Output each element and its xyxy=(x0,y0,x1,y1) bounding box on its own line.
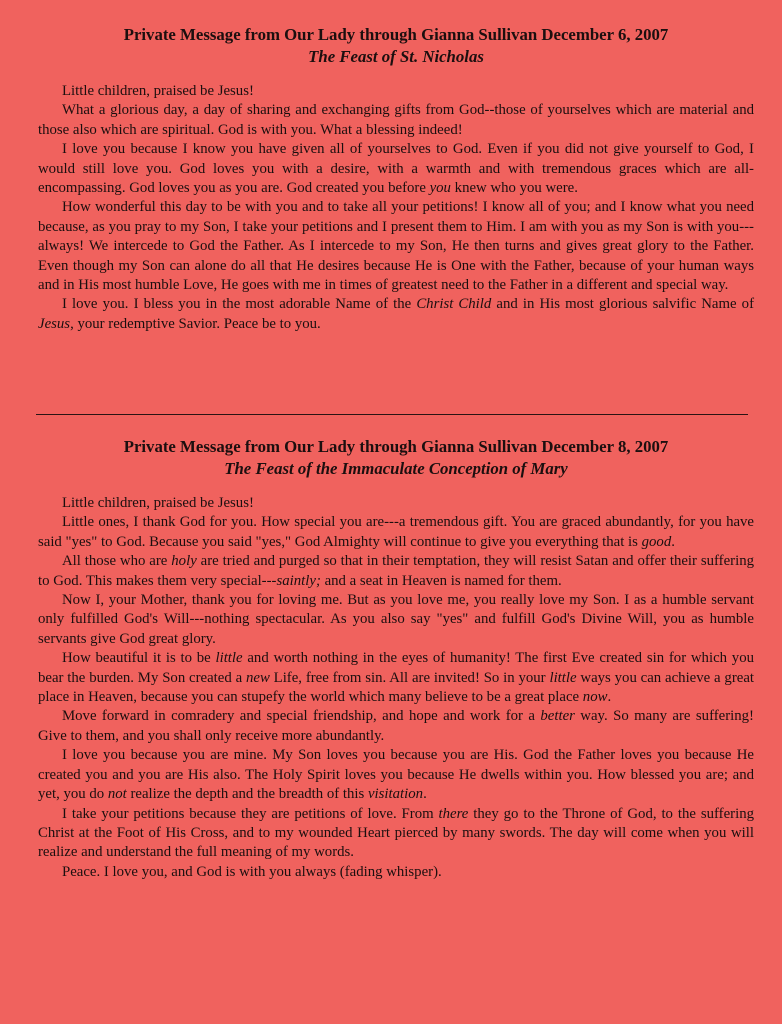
paragraph: Now I, your Mother, thank you for loving me. But as you love me, you really love my Son. I as a humble servant only fulfilled God's Will---nothing spectacular. As you also say "yes" and fulfill God's Divine Will, you as humble servants give God great glory. xyxy=(38,592,754,647)
message-title: Private Message from Our Lady through Gianna Sullivan December 8, 2007 xyxy=(123,437,669,456)
paragraph: I love you because I know you have given all of yourselves to God. Even if you did not give yourself to God, I would still love you. God loves you with a desire, with a warmth and with tremendous graces which are all-encompassing. God loves you as you are. God created you before you knew who you were. xyxy=(38,141,754,197)
message-dec-6 xyxy=(38,24,754,334)
paragraph: Little ones, I thank God for you. How special you are---a tremendous gift. You are graced abundantly, for you have said "yes" to God. Because you said "yes," God Almighty will continue to give you everything that is good. xyxy=(38,514,754,550)
paragraph: Move forward in comradery and special friendship, and hope and work for a better way. So many are suffering! Give to them, and you shall only receive more abundantly. xyxy=(38,708,754,744)
message-body xyxy=(38,82,754,334)
section-divider xyxy=(36,414,748,415)
paragraph: Little children, praised be Jesus! xyxy=(62,83,254,99)
paragraph: I take your petitions because they are petitions of love. From there they go to the Throne of God, to the suffering Christ at the Foot of His Cross, and to my wounded Heart pierced by many swords. The day will come when you will realize and understand the full meaning of my words. xyxy=(38,805,754,861)
paragraph: How wonderful this day to be with you and to take all your petitions! I know all of you; and I know what you need because, as you pray to my Son, I take your petitions and I present them to Him. I am with you as my Son is with you---always! We intercede to God the Father. As I intercede to my Son, He then turns and gives great glory to the Father. Even though my Son can alone do all that He desires because He is One with the Father, because of your human ways and in His most humble Love, He goes with me in times of greatest need to the Father in a different and special way. xyxy=(38,199,754,294)
paragraph: Peace. I love you, and God is with you always (fading whisper). xyxy=(62,863,442,880)
message-body xyxy=(38,494,754,882)
message-subtitle: The Feast of St. Nicholas xyxy=(308,47,484,66)
paragraph: How beautiful it is to be little and worth nothing in the eyes of humanity! The first Eve created sin for which you bear the burden. My Son created a new Life, free from sin. All are invited! So in your little ways you can achieve a great place in Heaven, because you can stupefy the world which many believe to be a great place now. xyxy=(38,650,755,706)
message-dec-8 xyxy=(38,436,754,882)
paragraph: Little children, praised be Jesus! xyxy=(62,495,254,511)
message-subtitle: The Feast of the Immaculate Conception of Mary xyxy=(224,459,568,478)
paragraph: I love you. I bless you in the most adorable Name of the Christ Child and in His most glorious salvific Name of Jesus, your redemptive Savior. Peace be to you. xyxy=(38,296,754,332)
message-title: Private Message from Our Lady through Gianna Sullivan December 6, 2007 xyxy=(123,25,669,44)
paragraph: All those who are holy are tried and purged so that in their temptation, they will resist Satan and offer their suffering to God. This makes them very special---saintly; and a seat in Heaven is named for them. xyxy=(38,553,755,589)
paragraph: I love you because you are mine. My Son loves you because you are His. God the Father loves you because He created you and you are His also. The Holy Spirit loves you because He dwells within you. How blessed you are; and yet, you do not realize the depth and the breadth of this visitation. xyxy=(38,747,754,803)
paragraph: What a glorious day, a day of sharing and exchanging gifts from God--those of yourselves which are material and those also which are spiritual. God is with you. What a blessing indeed! xyxy=(38,102,754,138)
